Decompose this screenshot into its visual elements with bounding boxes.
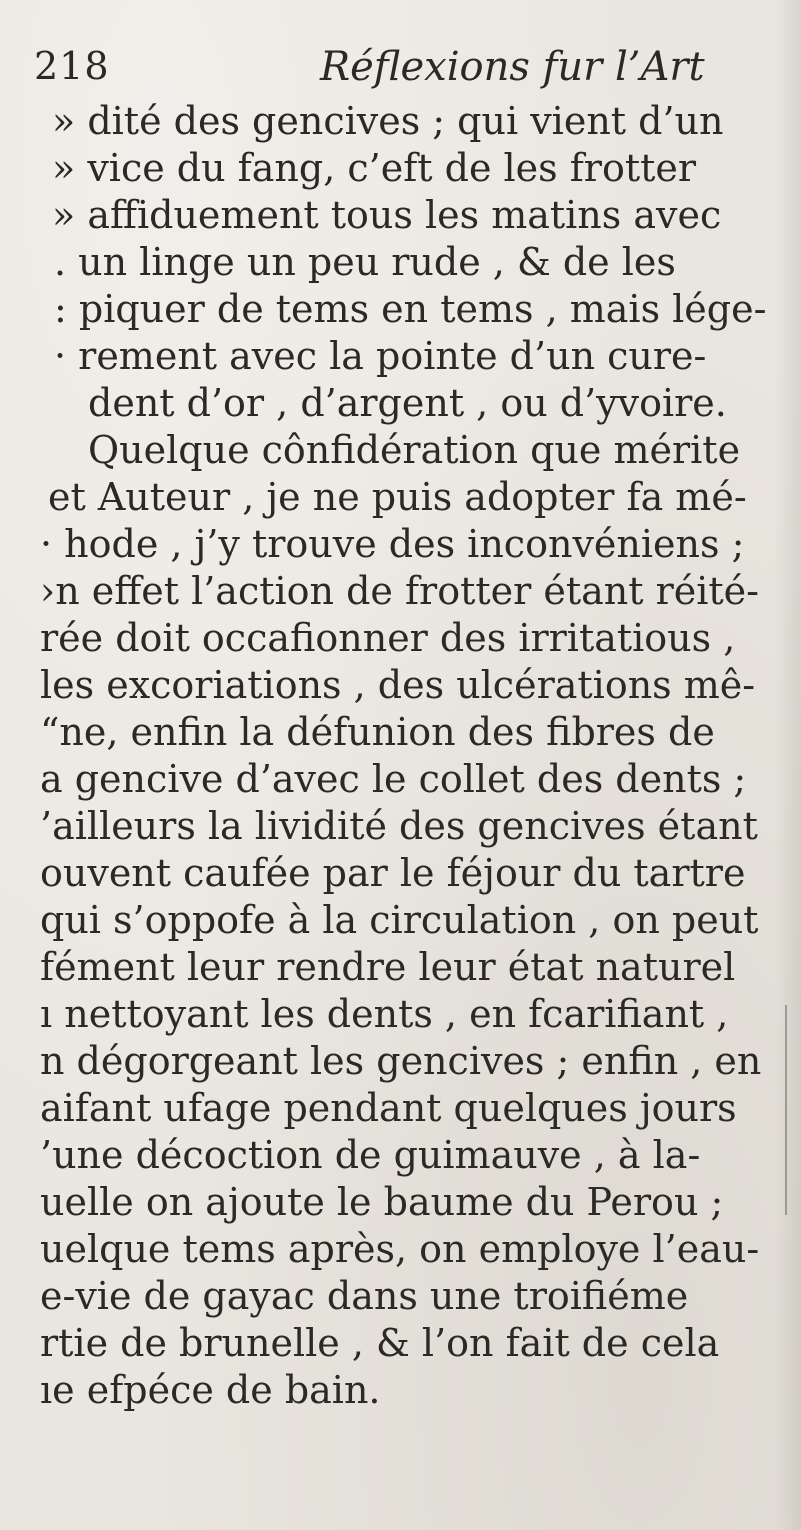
text-line: · hode , j’y trouve des inconvéniens ; [40, 522, 745, 566]
text-line: Quelque cônfidération que mérite [88, 428, 741, 472]
text-line: dent d’or , d’argent , ou d’yvoire. [88, 381, 727, 425]
text-line: ›n effet l’action de frotter étant réité- [40, 569, 760, 613]
page-header [30, 44, 770, 94]
text-line: et Auteur , je ne puis adopter fa mé- [48, 475, 747, 519]
text-line: ouvent caufée par le féjour du tartre [40, 851, 746, 895]
text-line: ’une décoction de guimauve , à la- [40, 1133, 701, 1177]
text-line: uelle on ajoute le baume du Perou ; [40, 1180, 724, 1224]
text-line: les excoriations , des ulcérations mê- [40, 663, 756, 707]
text-line: . un linge un peu rude , & de les [54, 240, 676, 284]
text-line: » vice du fang, c’eft de les frotter [52, 146, 697, 190]
text-line: ’ailleurs la lividité des gencives étant [40, 804, 758, 848]
text-line: “ne, enfin la défunion des fibres de [40, 710, 715, 754]
text-line: uelque tems après, on employe l’eau- [40, 1227, 760, 1271]
page-edge-shadow [775, 0, 801, 1530]
running-head: Réflexions fur l’Art [320, 44, 705, 90]
text-line: ıe efpéce de bain. [40, 1368, 381, 1412]
text-line: e-vie de gayac dans une troifiéme [40, 1274, 689, 1318]
text-line: rée doit occafionner des irritatious , [40, 616, 736, 660]
text-line: n dégorgeant les gencives ; enfin , en [40, 1039, 762, 1083]
text-line: ı nettoyant les dents , en fcarifiant , [40, 992, 729, 1036]
text-line: fément leur rendre leur état naturel [40, 945, 736, 989]
text-line: rtie de brunelle , & l’on fait de cela [40, 1321, 720, 1365]
text-line: » affiduement tous les matins avec [52, 193, 722, 237]
text-line: » dité des gencives ; qui vient d’un [52, 99, 724, 143]
page-edge-mark [785, 1005, 787, 1215]
page-number: 218 [34, 44, 110, 88]
text-line: · rement avec la pointe d’un cure- [54, 334, 707, 378]
text-line: qui s’oppofe à la circulation , on peut [40, 898, 759, 942]
text-line: aifant ufage pendant quelques jours [40, 1086, 737, 1130]
text-line: a gencive d’avec le collet des dents ; [40, 757, 747, 801]
text-line: : piquer de tems en tems , mais lége- [54, 287, 767, 331]
